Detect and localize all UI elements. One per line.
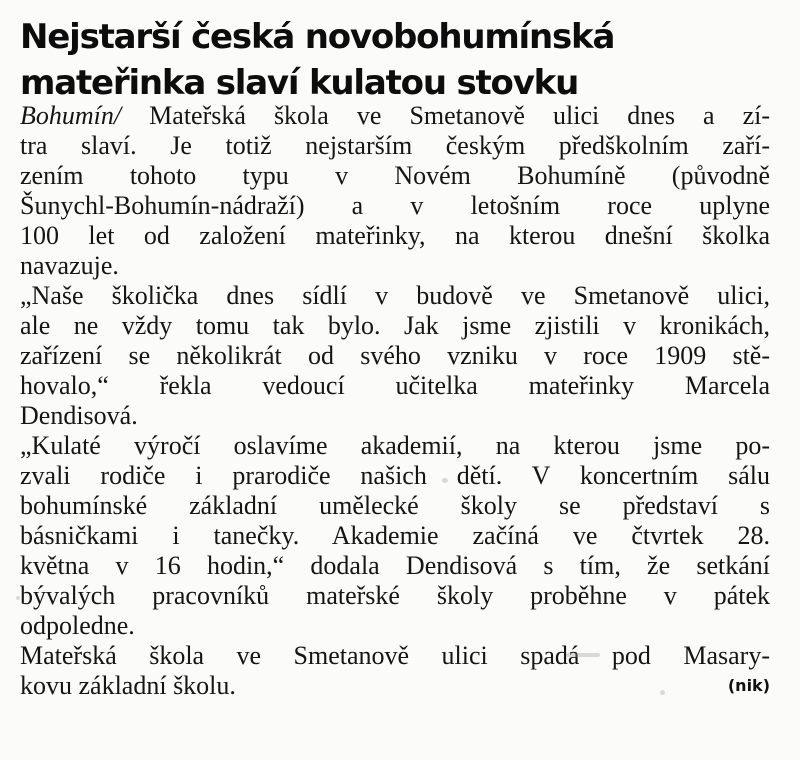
paragraph-2 — [20, 281, 770, 431]
paragraph-1 — [20, 101, 770, 281]
text-line: básničkami i tanečky. Akademie začíná ve čtvrtek 28. — [20, 521, 770, 550]
text-line: 100 let od založení mateřinky, na kterou dnešní školka — [20, 221, 770, 250]
text-line-content: kovu základní školu. — [20, 671, 236, 700]
scan-speck — [442, 478, 448, 483]
dateline: Bohumín/ — [20, 101, 122, 130]
text-line: hovalo,“ řekla vedoucí učitelka mateřinky Marcela — [20, 371, 770, 400]
text-line-content: Mateřská škola ve Smetanově ulici dnes a zí- — [121, 101, 770, 130]
author-signature: (nik) — [727, 676, 770, 695]
text-line: Dendisová. — [20, 401, 138, 430]
text-line: bohumínské základní umělecké školy se představí s — [20, 491, 770, 520]
article-headline — [20, 14, 614, 106]
headline-line-1: Nejstarší česká novobohumínská — [20, 17, 615, 57]
text-line-with-signature — [20, 671, 770, 701]
text-line: zařízení se několikrát od svého vzniku v roce 1909 stě- — [20, 341, 770, 370]
article-body — [20, 101, 770, 701]
paragraph-4 — [20, 641, 770, 701]
text-line: zením tohoto typu v Novém Bohumíně (původně — [20, 161, 770, 190]
text-line: Šunychl-Bohumín-nádraží) a v letošním roce uplyne — [20, 191, 770, 220]
text-line: tra slaví. Je totiž nejstarším českým předškolním zaří- — [20, 131, 770, 160]
text-line: odpoledne. — [20, 611, 135, 640]
text-line: Mateřská škola ve Smetanově ulici spadá pod Masary- — [20, 641, 770, 670]
text-line: navazuje. — [20, 251, 119, 280]
text-line: „Kulaté výročí oslavíme akademií, na kterou jsme po- — [20, 431, 770, 460]
text-line: ale ne vždy tomu tak bylo. Jak jsme zjistili v kronikách, — [20, 311, 770, 340]
paragraph-3 — [20, 431, 770, 641]
scan-speck — [660, 690, 665, 695]
text-line: bývalých pracovníků mateřské školy proběhne v pátek — [20, 581, 770, 610]
scan-speck — [16, 596, 20, 600]
text-line — [20, 101, 770, 131]
text-line: zvali rodiče i prarodiče našich dětí. V koncertním sálu — [20, 461, 770, 490]
text-line: května v 16 hodin,“ dodala Dendisová s tím, že setkání — [20, 551, 770, 580]
text-line: „Naše školička dnes sídlí v budově ve Smetanově ulici, — [20, 281, 770, 310]
scan-speck — [566, 653, 600, 657]
headline-line-2: mateřinka slaví kulatou stovku — [20, 63, 579, 103]
